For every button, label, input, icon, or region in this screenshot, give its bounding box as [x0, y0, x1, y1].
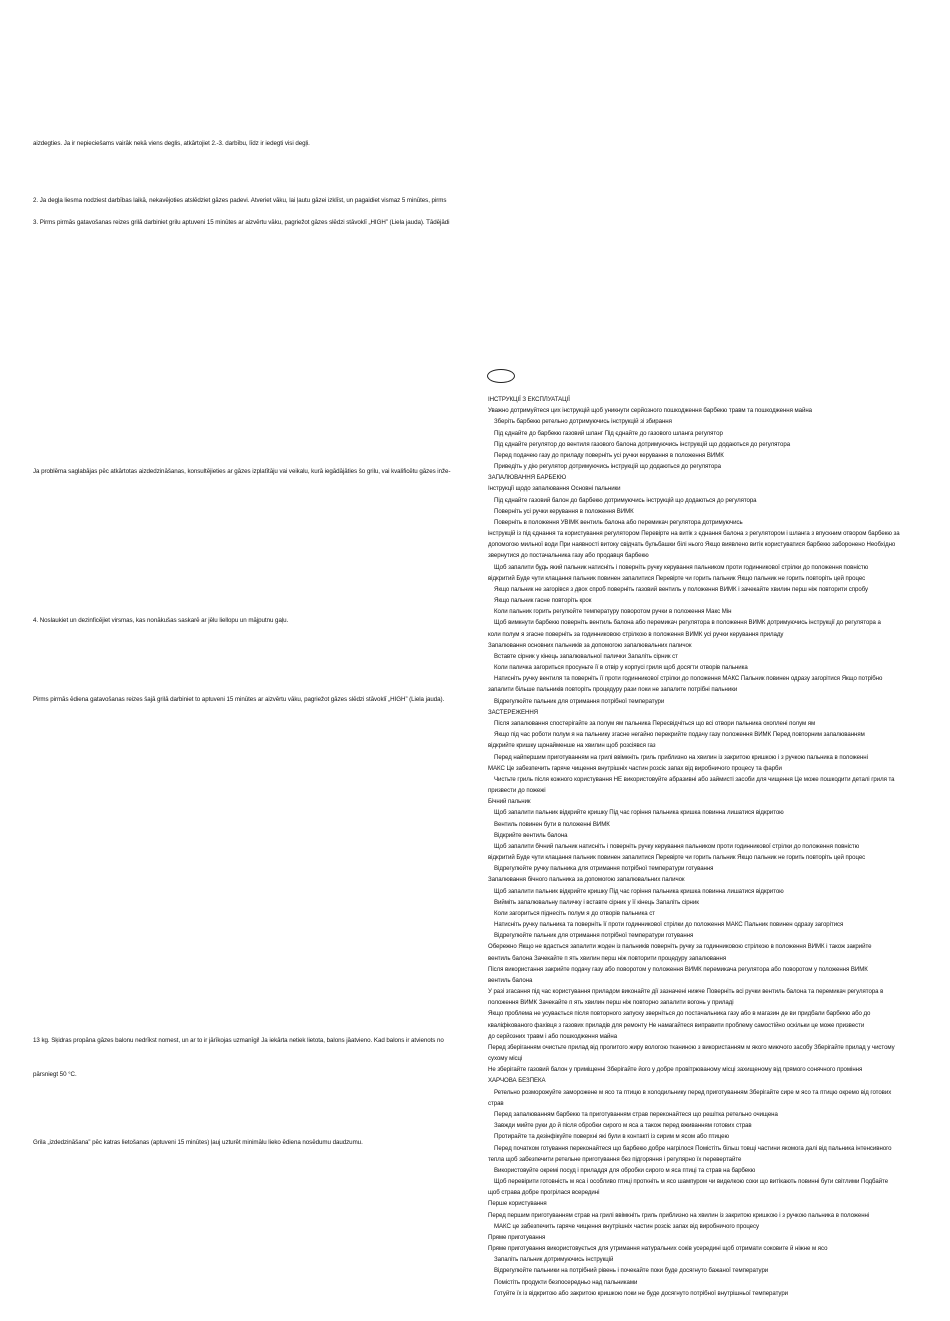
ukrainian-text-line: Перед запалюванням барбекю та приготуванням страв переконайтеся що решітка ретельно очищена — [494, 1111, 778, 1118]
ukrainian-text-line: ХАРЧОВА БЕЗПЕКА — [488, 1077, 546, 1085]
ukrainian-text-line: Не зберігайте газовий балон у приміщенні Зберігайте його у добре провітрюваному місці захищеному від прямого сонячного проміння — [488, 1066, 863, 1074]
ukrainian-text-line: щоб страва добре прогрілася всередині — [488, 1189, 600, 1197]
ukrainian-text-line: Під єднайте регулятор до вентиля газового балона дотримуючись інструкцій що додаються до регулятора — [494, 440, 791, 448]
ukrainian-text-line: Запаліть пальник дотримуючись інструкцій — [494, 1256, 614, 1264]
ukrainian-text-line: МАКС Це забезпечить гаряче чищення внутрішніх частин розсіє запах від виробничого процесу та фарби — [488, 764, 782, 772]
ukrainian-text-line: Перед подачею газу до приладу поверніть усі ручки керування в положення ВИМК — [494, 451, 724, 459]
ukrainian-text-line: Ретельно розморожуйте заморожене м ясо та птицю в холодильнику перед приготуванням Зберігайте сире м ясо та птицю окремо від готових — [494, 1088, 892, 1096]
ukrainian-text-line: тепла щоб забезпечити ретельне приготування без підгоряння і регулярно їх перевертайте — [488, 1155, 742, 1163]
ukrainian-text-line: Поверніть в положення УВІМК вентиль балона або перемикач регулятора дотримуючись — [494, 518, 743, 526]
ukrainian-text-line: відкритий Буде чути клацання пальник повинен запалитися Перевірте чи горить пальник Якщо пальник не горить повторіть цей процес — [488, 854, 866, 862]
ukrainian-text-line: Інструкції щодо запалювання Основні пальники — [488, 485, 621, 493]
ukrainian-text-line: Після запалювання спостерігайте за полум ям пальника Пересвідчіться що всі отвори пальника охоплені полум ям — [494, 719, 816, 727]
ukrainian-text-line: Щоб запалити будь який пальник натисніть і поверніть ручку керування пальником проти годинникової стрілки до положення повністю — [494, 563, 869, 571]
ukrainian-text-line: Якщо проблема не усувається після повторного запуску зверніться до постачальника газу або в магазин де ви придбали барбекю або до — [488, 1010, 871, 1018]
ukrainian-text-line: Пряме приготування використовується для утримання натуральних соків усередині щоб отримати соковите й ніжне м ясо — [488, 1245, 828, 1253]
ukrainian-text-line: Під єднайте газовий балон до барбекю дотримуючись інструкцій що додаються до регулятора — [494, 496, 757, 504]
ukrainian-text-line: коли полум я згасне поверніть за годинниковою стрілкою в положення ВИМК усі ручки керування приладу — [488, 630, 784, 638]
ukrainian-text-line: Помістіть продукти безпосередньо над пальниками — [494, 1278, 638, 1286]
ukrainian-text-line: Запалювання бічного пальника за допомогою запалювальних паличок — [488, 876, 685, 884]
ukrainian-text-line: Вийміть запалювальну паличку і вставте сірник у її кінець Запаліть сірник — [494, 898, 699, 906]
ukrainian-text-line: Під єднайте до барбекю газовий шланг Під єднайте до газового шланга регулятор — [494, 429, 723, 437]
ukrainian-text-line: Запалювання основних пальників за допомогою запалювальних паличок — [488, 641, 692, 649]
ukrainian-text-line: Відрегулюйте ручку пальника для отримання потрібної температури готування — [494, 865, 714, 873]
ukrainian-text-line: відкритий Буде чути клацання пальник повинен запалитися Перевірте чи горить пальник Якщо пальник не горить повторіть цей процес — [488, 574, 866, 582]
ukrainian-text-line: Пряме приготування — [488, 1233, 546, 1241]
ukrainian-text-line: вентиль балона Зачекайте п ять хвилин перш ніж повторити процедуру запалювання — [488, 954, 727, 962]
latvian-text-line: aizdegties. Ja ir nepieciešams vairāk nekā viens deglis, atkārtojiet 2.-3. darbību, līdz ir iedegti visi degļi. — [33, 140, 310, 147]
ukrainian-text-line: сухому місці — [488, 1055, 523, 1063]
ukrainian-text-line: вентиль балона — [488, 976, 533, 984]
ukrainian-text-line: інструкцій із під єднання та користування регулятором Перевірте на витік з єднання балона з регулятором і шланга з впускним отвором барбекю за — [488, 530, 900, 538]
ukrainian-text-line: Коли паличка загориться просуньте її в отвір у корпусі гриля щоб досягти отворів пальника — [494, 664, 748, 672]
ukrainian-text-line: Відрегулюйте пальник для отримання потрібної температури готування — [494, 932, 694, 940]
ukrainian-text-line: Щоб перевірити готовність м яса і особливо птиці проткніть м ясо шампуром чи виделкою соки що витікають повинні бути світлими Подбайте — [494, 1178, 889, 1186]
ukrainian-text-line: Перед першим приготуванням страв на грилі ввімкніть гриль приблизно на хвилин із закритою кришкою і з ручкою пальника в положенні — [488, 1211, 870, 1219]
ukrainian-text-line: ЗАПАЛЮВАННЯ БАРБЕКЮ — [488, 474, 567, 482]
language-badge-oval — [487, 369, 515, 383]
ukrainian-text-line: Щоб запалити бічний пальник натисніть і поверніть ручку керування пальником проти годинникової стрілки до положення повністю — [494, 842, 860, 850]
ukrainian-text-line: положення ВИМК Зачекайте п ять хвилин перш ніж повторно запалити вогонь у приладі — [488, 999, 734, 1007]
ukrainian-text-line: Перше користування — [488, 1200, 547, 1208]
ukrainian-text-line: Приведіть у дію регулятор дотримуючись інструкцій що додаються до регулятора — [494, 463, 721, 471]
ukrainian-text-line: Коли загориться піднесіть полум я до отворів пальника ст — [494, 909, 655, 917]
ukrainian-text-line: Використовуйте окремі посуд і приладдя для обробки сирого м яса птиці та страв на барбекю — [494, 1166, 756, 1174]
ukrainian-text-line: Протирайте та дезінфікуйте поверхні які були в контакті із сирим м ясом або птицею — [494, 1133, 730, 1141]
ukrainian-text-line: Якщо під час роботи полум я на пальнику згасне негайно перекрийте подачу газу положення ВИМК Перед повторним запалюванням — [494, 731, 865, 739]
ukrainian-text-line: Натисніть ручку вентиля та поверніть її проти годинникової стрілки до положення МАКС Пальник повинен одразу загорітися Якщо потрібно — [494, 675, 883, 683]
latvian-text-line: 4. Noslaukiet un dezinficējiet virsmas, kas nonākušas saskarē ar jēlu liellopu un mājputnu gaļu. — [33, 617, 289, 624]
latvian-text-line: Ja problēma saglabājas pēc atkārtotas aizdedzināšanas, konsultējieties ar gāzes izplatītāju vai veikalu, kurā iegādājāties šo grilu, vai kvalificētu gāzes inže- — [33, 468, 451, 475]
ukrainian-text-line: Вставте сірник у кінець запалювальної палички Запаліть сірник ст — [494, 652, 678, 660]
ukrainian-text-line: Перед найпершим приготуванням на грилі ввімкніть гриль приблизно на хвилин із закритою кришкою і з ручкою пальника в положенні — [494, 753, 868, 761]
ukrainian-text-line: призвести до пожежі — [488, 787, 546, 795]
ukrainian-text-line: Відрегулюйте пальник для отримання потрібної температури — [494, 697, 665, 705]
latvian-text-line: Grila „izdedzināšana” pēc katras lietošanas (aptuveni 15 minūtes) ļauj uzturēt minimālu lieko ēdiena nosēdumu daudzumu. — [33, 1139, 363, 1146]
ukrainian-text-line: Вентиль повинен бути в положенні ВИМК — [494, 820, 610, 828]
ukrainian-text-line: Щоб запалити пальник відкрийте кришку Під час горіння пальника кришка повинна лишатися відкритою — [494, 887, 784, 895]
ukrainian-text-line: Якщо пальник не загорівся з двох спроб поверніть газовий вентиль у положення ВИМК і зачекайте хвилин перш ніж повторити спробу — [494, 585, 869, 593]
ukrainian-text-line: Після використання закрийте подачу газу або поворотом у положення ВИМК перемикача регулятора або поворотом у положення ВИМК — [488, 965, 868, 973]
ukrainian-text-line: Готуйте їх із відкритою або закритою кришкою поки не буде досягнуто потрібної внутрішньої температури — [494, 1289, 789, 1297]
ukrainian-text-line: кваліфікованого фахівця з газових приладів для ремонту Не намагайтеся виправити проблему самостійно оскільки це може призвести — [488, 1021, 865, 1029]
ukrainian-text-line: Щоб вимкнути барбекю поверніть вентиль балона або перемикач регулятора в положення ВИМК дотримуючись інструкції до регулятора а — [494, 619, 881, 627]
ukrainian-text-line: відкрийте кришку щонайменше на хвилин щоб розсіявся газ — [488, 742, 656, 750]
ukrainian-text-line: Чистьте гриль після кожного користування НЕ використовуйте абразивні або займисті засоби для чищення Це може пошкодити деталі гриля та — [494, 775, 895, 783]
ukrainian-text-line: Щоб запалити пальник відкрийте кришку Під час горіння пальника кришка повинна лишатися відкритою — [494, 809, 784, 817]
ukrainian-text-line: ЗАСТЕРЕЖЕННЯ — [488, 708, 539, 716]
ukrainian-text-line: звернутися до постачальника газу або продавця барбекю — [488, 552, 649, 560]
ukrainian-text-line: Зберіть барбекю ретельно дотримуючись інструкцій зі збирання — [494, 418, 672, 426]
ukrainian-text-line: Завжди мийте руки до й після обробки сирого м яса а також перед вживанням готових страв — [494, 1122, 752, 1130]
ukrainian-text-line: Уважно дотримуйтеся цих інструкцій щоб уникнути серйозного пошкодження барбекю травм та пошкодження майна — [488, 407, 813, 415]
ukrainian-text-line: Коли пальник горить регулюйте температуру поворотом ручки в положення Макс Мін — [494, 608, 732, 616]
ukrainian-text-line: Обережно Якщо не вдасться запалити жоден із пальників поверніть ручку за годинниковою стрілкою в положення ВИМК і також закрийте — [488, 943, 872, 951]
ukrainian-text-line: У разі згасання під час користування приладом виконайте дії зазначені нижче Поверніть всі ручки вентиль балона та перемикач регулятора в — [488, 988, 884, 996]
latvian-text-line: 2. Ja degļa liesma nodziest darbības laikā, nekavējoties atslēdziet gāzes padevi. Atveriet vāku, lai ļautu gāzei izklīst, un pagaidiet vismaz 5 minūtes, pirms — [33, 197, 447, 204]
ukrainian-text-line: Бічний пальник — [488, 798, 531, 806]
ukrainian-text-line: запалити більше пальників повторіть процедуру рази поки не запалите потрібні пальники — [488, 686, 738, 694]
ukrainian-text-line: Якщо пальник гасне повторіть крок — [494, 597, 592, 605]
latvian-text-line: 13 kg. Šķidras propāna gāzes balonu nedrīkst nomest, un ar to ir jārīkojas uzmanīgi! Ja iekārta netiek lietota, balons jāatvieno. Kad balons ir atvienots no — [33, 1037, 444, 1044]
latvian-text-line: 3. Pirms pirmās gatavošanas reizes grilā darbiniet grilu aptuveni 15 minūtes ar aizvērtu vāku, pagriežot gāzes slēdzi stāvoklī „HIGH” (Liela jauda). Tādējādi — [33, 219, 450, 226]
ukrainian-text-line: допомогою мильної води При наявності витоку свідчать бульбашки білі нього Якщо виявлено витік користуватися барбекю заборонено Необхідно — [488, 541, 896, 549]
ukrainian-text-line: Відкрийте вентиль балона — [494, 831, 568, 839]
ukrainian-text-line: Натисніть ручку пальника та поверніть її проти годинникової стрілки до положення МАКС Пальник повинен одразу загорітися — [494, 921, 844, 929]
latvian-text-line: pārsniegt 50 °C. — [33, 1071, 77, 1078]
ukrainian-text-line: до серйозних травм і або пошкодження майна — [488, 1032, 618, 1040]
ukrainian-text-line: ІНСТРУКЦІЇ З ЕКСПЛУАТАЦІЇ — [488, 396, 570, 403]
ukrainian-instructions-column — [488, 394, 940, 1299]
ukrainian-text-line: МАКС це забезпечить гаряче чищення внутрішніх частин розсіє запах від виробничого процесу — [494, 1222, 760, 1230]
ukrainian-text-line: Перед зберіганням очистьте прилад від пролитого жиру вологою тканиною з використанням м якого миючого засобу Зберігайте прилад у чистому — [488, 1043, 895, 1051]
ukrainian-text-line: Поверніть усі ручки керування в положення ВИМК — [494, 507, 634, 515]
ukrainian-text-line: Відрегулюйте пальники на потрібний рівень і почекайте поки буде досягнуто бажаної температури — [494, 1267, 769, 1275]
latvian-text-line: Pirms pirmās ēdiena gatavošanas reizes šajā grilā darbiniet to aptuveni 15 minūtes ar aizvērtu vāku, pagriežot gāzes slēdzi stāvoklī „HIGH” (Liela jauda). — [33, 696, 445, 703]
ukrainian-text-line: Перед початком готування переконайтеся що барбекю добре нагрілося Помістіть більш товщі частини якомога далі від пальника інтенсивного — [494, 1144, 892, 1152]
ukrainian-text-line: страв — [488, 1099, 504, 1107]
